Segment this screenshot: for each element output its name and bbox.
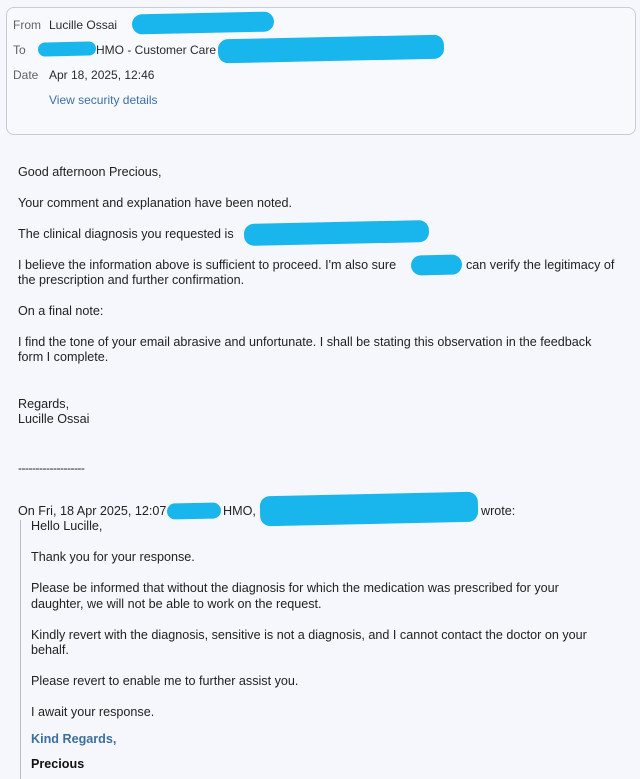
- greeting: Good afternoon Precious,: [18, 165, 162, 179]
- quoted-line: Kindly revert with the diagnosis, sensitive is not a diagnosis, and I cannot contact the doctor on your: [31, 628, 587, 642]
- from-label: From: [13, 18, 41, 32]
- redaction-mark: [218, 35, 444, 64]
- redaction-mark: [244, 220, 429, 246]
- separator-dashes: -------------------: [18, 461, 85, 475]
- quoted-line: Thank you for your response.: [31, 550, 195, 564]
- quoted-line: daughter, we will not be able to work on the request.: [31, 597, 322, 611]
- message-line: Your comment and explanation have been noted.: [18, 196, 292, 210]
- kind-regards: Kind Regards,: [31, 732, 117, 746]
- redaction-mark: [167, 502, 221, 519]
- message-line: The clinical diagnosis you requested is: [18, 227, 234, 241]
- quote-intro: HMO,: [223, 504, 256, 518]
- message-line: form I complete.: [18, 350, 109, 364]
- quoted-line: Please be informed that without the diagnosis for which the medication was prescribed for your: [31, 581, 559, 595]
- redaction-mark: [132, 12, 274, 35]
- message-line: can verify the legitimacy of: [466, 258, 615, 272]
- sender-name: Precious: [31, 757, 85, 771]
- regards: Regards,: [18, 397, 70, 411]
- message-line: I believe the information above is sufficient to proceed. I'm also sure: [18, 258, 397, 272]
- email-header-card: [6, 7, 636, 135]
- to-value: HMO - Customer Care: [96, 43, 217, 57]
- quoted-line: behalf.: [31, 643, 69, 657]
- quoted-line: I await your response.: [31, 705, 155, 719]
- message-line: the prescription and further confirmation.: [18, 273, 245, 287]
- quote-intro: On Fri, 18 Apr 2025, 12:07: [18, 504, 167, 518]
- date-value: Apr 18, 2025, 12:46: [49, 68, 155, 82]
- quote-intro: wrote:: [481, 504, 516, 518]
- redaction-mark: [38, 41, 96, 56]
- quoted-line: Please revert to enable me to further assist you.: [31, 674, 299, 688]
- redaction-mark: [260, 492, 479, 527]
- view-security-details-link[interactable]: View security details: [49, 93, 158, 107]
- message-line: On a final note:: [18, 304, 104, 318]
- signature: Lucille Ossai: [18, 412, 90, 426]
- quoted-line: Hello Lucille,: [31, 519, 103, 533]
- quote-bar: [20, 520, 21, 779]
- message-line: I find the tone of your email abrasive and unfortunate. I shall be stating this observation in the feedback: [18, 335, 592, 349]
- from-value: Lucille Ossai: [49, 18, 118, 32]
- to-label: To: [13, 43, 26, 57]
- redaction-mark: [411, 254, 462, 275]
- date-label: Date: [13, 68, 39, 82]
